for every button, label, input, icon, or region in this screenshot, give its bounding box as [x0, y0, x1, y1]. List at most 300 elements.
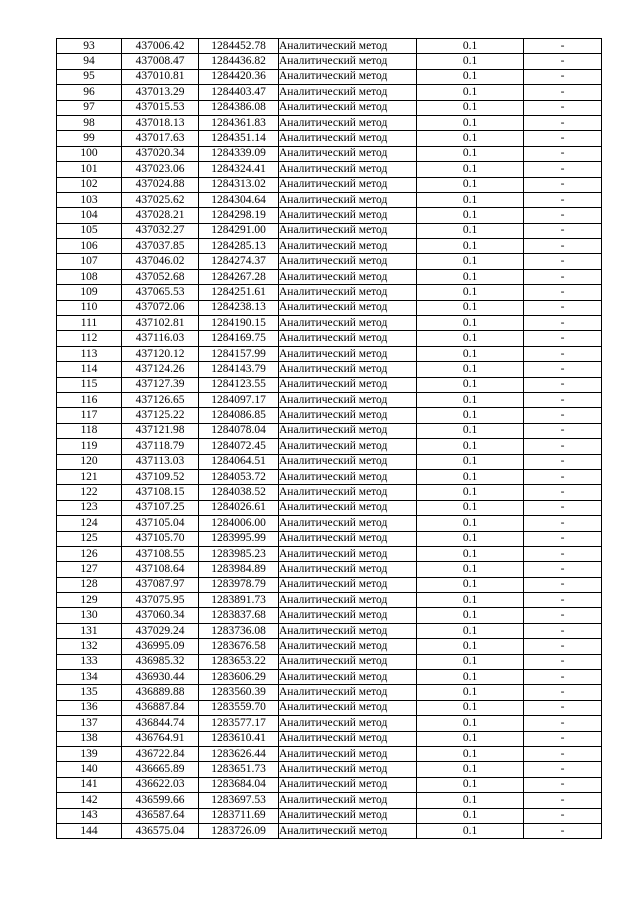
dash-cell: -: [524, 269, 602, 284]
method-cell: Аналитический метод: [279, 777, 417, 792]
accuracy-cell: 0.1: [417, 716, 524, 731]
dash-cell: -: [524, 239, 602, 254]
y-coordinate-cell: 1284386.08: [199, 100, 279, 115]
accuracy-cell: 0.1: [417, 823, 524, 838]
x-coordinate-cell: 436930.44: [122, 670, 199, 685]
point-number-cell: 94: [57, 54, 122, 69]
point-number-cell: 142: [57, 793, 122, 808]
method-cell: Аналитический метод: [279, 793, 417, 808]
y-coordinate-cell: 1283736.08: [199, 623, 279, 638]
accuracy-cell: 0.1: [417, 685, 524, 700]
table-row: [57, 639, 602, 654]
table-row: [57, 54, 602, 69]
method-cell: Аналитический метод: [279, 639, 417, 654]
x-coordinate-cell: 437118.79: [122, 439, 199, 454]
point-number-cell: 95: [57, 69, 122, 84]
dash-cell: -: [524, 392, 602, 407]
x-coordinate-cell: 437010.81: [122, 69, 199, 84]
x-coordinate-cell: 436587.64: [122, 808, 199, 823]
accuracy-cell: 0.1: [417, 269, 524, 284]
dash-cell: -: [524, 823, 602, 838]
x-coordinate-cell: 437105.04: [122, 516, 199, 531]
point-number-cell: 115: [57, 377, 122, 392]
y-coordinate-cell: 1284436.82: [199, 54, 279, 69]
dash-cell: -: [524, 408, 602, 423]
point-number-cell: 102: [57, 177, 122, 192]
dash-cell: -: [524, 685, 602, 700]
method-cell: Аналитический метод: [279, 700, 417, 715]
y-coordinate-cell: 1284339.09: [199, 146, 279, 161]
accuracy-cell: 0.1: [417, 239, 524, 254]
point-number-cell: 143: [57, 808, 122, 823]
point-number-cell: 111: [57, 316, 122, 331]
table-row: [57, 439, 602, 454]
table-row: [57, 746, 602, 761]
y-coordinate-cell: 1284086.85: [199, 408, 279, 423]
y-coordinate-cell: 1284169.75: [199, 331, 279, 346]
point-number-cell: 132: [57, 639, 122, 654]
table-row: [57, 623, 602, 638]
y-coordinate-cell: 1284351.14: [199, 131, 279, 146]
dash-cell: -: [524, 177, 602, 192]
y-coordinate-cell: 1284274.37: [199, 254, 279, 269]
point-number-cell: 124: [57, 516, 122, 531]
method-cell: Аналитический метод: [279, 808, 417, 823]
y-coordinate-cell: 1284238.13: [199, 300, 279, 315]
x-coordinate-cell: 437025.62: [122, 192, 199, 207]
method-cell: Аналитический метод: [279, 146, 417, 161]
point-number-cell: 144: [57, 823, 122, 838]
point-number-cell: 103: [57, 192, 122, 207]
table-row: [57, 239, 602, 254]
x-coordinate-cell: 436722.84: [122, 746, 199, 761]
point-number-cell: 121: [57, 469, 122, 484]
accuracy-cell: 0.1: [417, 608, 524, 623]
dash-cell: -: [524, 577, 602, 592]
dash-cell: -: [524, 162, 602, 177]
dash-cell: -: [524, 485, 602, 500]
accuracy-cell: 0.1: [417, 300, 524, 315]
method-cell: Аналитический метод: [279, 115, 417, 130]
y-coordinate-cell: 1284361.83: [199, 115, 279, 130]
y-coordinate-cell: 1284190.15: [199, 316, 279, 331]
dash-cell: -: [524, 777, 602, 792]
table-row: [57, 100, 602, 115]
y-coordinate-cell: 1284285.13: [199, 239, 279, 254]
table-row: [57, 469, 602, 484]
accuracy-cell: 0.1: [417, 439, 524, 454]
x-coordinate-cell: 437008.47: [122, 54, 199, 69]
x-coordinate-cell: 436599.66: [122, 793, 199, 808]
dash-cell: -: [524, 700, 602, 715]
y-coordinate-cell: 1283891.73: [199, 593, 279, 608]
dash-cell: -: [524, 793, 602, 808]
x-coordinate-cell: 437075.95: [122, 593, 199, 608]
x-coordinate-cell: 437072.06: [122, 300, 199, 315]
accuracy-cell: 0.1: [417, 69, 524, 84]
table-row: [57, 762, 602, 777]
x-coordinate-cell: 437029.24: [122, 623, 199, 638]
y-coordinate-cell: 1283697.53: [199, 793, 279, 808]
method-cell: Аналитический метод: [279, 623, 417, 638]
table-row: [57, 562, 602, 577]
method-cell: Аналитический метод: [279, 192, 417, 207]
accuracy-cell: 0.1: [417, 39, 524, 54]
y-coordinate-cell: 1284078.04: [199, 423, 279, 438]
accuracy-cell: 0.1: [417, 392, 524, 407]
accuracy-cell: 0.1: [417, 254, 524, 269]
dash-cell: -: [524, 731, 602, 746]
accuracy-cell: 0.1: [417, 777, 524, 792]
accuracy-cell: 0.1: [417, 639, 524, 654]
dash-cell: -: [524, 454, 602, 469]
point-number-cell: 98: [57, 115, 122, 130]
y-coordinate-cell: 1283651.73: [199, 762, 279, 777]
method-cell: Аналитический метод: [279, 69, 417, 84]
point-number-cell: 140: [57, 762, 122, 777]
dash-cell: -: [524, 300, 602, 315]
method-cell: Аналитический метод: [279, 131, 417, 146]
accuracy-cell: 0.1: [417, 362, 524, 377]
x-coordinate-cell: 437105.70: [122, 531, 199, 546]
method-cell: Аналитический метод: [279, 485, 417, 500]
x-coordinate-cell: 436622.03: [122, 777, 199, 792]
point-number-cell: 107: [57, 254, 122, 269]
accuracy-cell: 0.1: [417, 115, 524, 130]
point-number-cell: 112: [57, 331, 122, 346]
table-row: [57, 223, 602, 238]
accuracy-cell: 0.1: [417, 423, 524, 438]
y-coordinate-cell: 1284143.79: [199, 362, 279, 377]
x-coordinate-cell: 437017.63: [122, 131, 199, 146]
method-cell: Аналитический метод: [279, 316, 417, 331]
table-row: [57, 331, 602, 346]
y-coordinate-cell: 1284053.72: [199, 469, 279, 484]
point-number-cell: 138: [57, 731, 122, 746]
y-coordinate-cell: 1283726.09: [199, 823, 279, 838]
point-number-cell: 99: [57, 131, 122, 146]
table-row: [57, 670, 602, 685]
dash-cell: -: [524, 608, 602, 623]
table-row: [57, 346, 602, 361]
x-coordinate-cell: 437116.03: [122, 331, 199, 346]
method-cell: Аналитический метод: [279, 162, 417, 177]
x-coordinate-cell: 437028.21: [122, 208, 199, 223]
point-number-cell: 123: [57, 500, 122, 515]
x-coordinate-cell: 437052.68: [122, 269, 199, 284]
dash-cell: -: [524, 423, 602, 438]
y-coordinate-cell: 1284097.17: [199, 392, 279, 407]
point-number-cell: 122: [57, 485, 122, 500]
dash-cell: -: [524, 316, 602, 331]
accuracy-cell: 0.1: [417, 469, 524, 484]
method-cell: Аналитический метод: [279, 39, 417, 54]
point-number-cell: 93: [57, 39, 122, 54]
method-cell: Аналитический метод: [279, 469, 417, 484]
accuracy-cell: 0.1: [417, 377, 524, 392]
accuracy-cell: 0.1: [417, 654, 524, 669]
table-row: [57, 700, 602, 715]
dash-cell: -: [524, 593, 602, 608]
method-cell: Аналитический метод: [279, 562, 417, 577]
table-row: [57, 546, 602, 561]
x-coordinate-cell: 437024.88: [122, 177, 199, 192]
accuracy-cell: 0.1: [417, 54, 524, 69]
point-number-cell: 131: [57, 623, 122, 638]
accuracy-cell: 0.1: [417, 670, 524, 685]
table-row: [57, 285, 602, 300]
x-coordinate-cell: 437127.39: [122, 377, 199, 392]
method-cell: Аналитический метод: [279, 269, 417, 284]
dash-cell: -: [524, 469, 602, 484]
dash-cell: -: [524, 531, 602, 546]
dash-cell: -: [524, 808, 602, 823]
dash-cell: -: [524, 670, 602, 685]
x-coordinate-cell: 437108.64: [122, 562, 199, 577]
table-row: [57, 115, 602, 130]
method-cell: Аналитический метод: [279, 654, 417, 669]
x-coordinate-cell: 437018.13: [122, 115, 199, 130]
y-coordinate-cell: 1283577.17: [199, 716, 279, 731]
accuracy-cell: 0.1: [417, 208, 524, 223]
table-row: [57, 377, 602, 392]
dash-cell: -: [524, 331, 602, 346]
dash-cell: -: [524, 54, 602, 69]
accuracy-cell: 0.1: [417, 593, 524, 608]
table-row: [57, 454, 602, 469]
method-cell: Аналитический метод: [279, 300, 417, 315]
x-coordinate-cell: 437037.85: [122, 239, 199, 254]
dash-cell: -: [524, 439, 602, 454]
method-cell: Аналитический метод: [279, 85, 417, 100]
dash-cell: -: [524, 254, 602, 269]
table-row: [57, 823, 602, 838]
point-number-cell: 97: [57, 100, 122, 115]
dash-cell: -: [524, 346, 602, 361]
table-row: [57, 131, 602, 146]
dash-cell: -: [524, 69, 602, 84]
method-cell: Аналитический метод: [279, 408, 417, 423]
dash-cell: -: [524, 762, 602, 777]
accuracy-cell: 0.1: [417, 331, 524, 346]
x-coordinate-cell: 436985.32: [122, 654, 199, 669]
dash-cell: -: [524, 516, 602, 531]
y-coordinate-cell: 1284072.45: [199, 439, 279, 454]
accuracy-cell: 0.1: [417, 162, 524, 177]
point-number-cell: 119: [57, 439, 122, 454]
point-number-cell: 114: [57, 362, 122, 377]
x-coordinate-cell: 437109.52: [122, 469, 199, 484]
point-number-cell: 120: [57, 454, 122, 469]
y-coordinate-cell: 1284006.00: [199, 516, 279, 531]
table-row: [57, 162, 602, 177]
point-number-cell: 104: [57, 208, 122, 223]
dash-cell: -: [524, 39, 602, 54]
x-coordinate-cell: 437120.12: [122, 346, 199, 361]
x-coordinate-cell: 437102.81: [122, 316, 199, 331]
table-row: [57, 593, 602, 608]
y-coordinate-cell: 1283610.41: [199, 731, 279, 746]
method-cell: Аналитический метод: [279, 454, 417, 469]
method-cell: Аналитический метод: [279, 823, 417, 838]
method-cell: Аналитический метод: [279, 208, 417, 223]
table-row: [57, 316, 602, 331]
method-cell: Аналитический метод: [279, 331, 417, 346]
method-cell: Аналитический метод: [279, 423, 417, 438]
method-cell: Аналитический метод: [279, 762, 417, 777]
accuracy-cell: 0.1: [417, 623, 524, 638]
table-row: [57, 254, 602, 269]
x-coordinate-cell: 437065.53: [122, 285, 199, 300]
table-row: [57, 731, 602, 746]
point-number-cell: 96: [57, 85, 122, 100]
y-coordinate-cell: 1284038.52: [199, 485, 279, 500]
point-number-cell: 118: [57, 423, 122, 438]
table-row: [57, 146, 602, 161]
table-row: [57, 485, 602, 500]
dash-cell: -: [524, 208, 602, 223]
x-coordinate-cell: 437125.22: [122, 408, 199, 423]
method-cell: Аналитический метод: [279, 546, 417, 561]
table-row: [57, 516, 602, 531]
y-coordinate-cell: 1284420.36: [199, 69, 279, 84]
dash-cell: -: [524, 192, 602, 207]
x-coordinate-cell: 436889.88: [122, 685, 199, 700]
dash-cell: -: [524, 546, 602, 561]
table-row: [57, 192, 602, 207]
table-row: [57, 685, 602, 700]
method-cell: Аналитический метод: [279, 239, 417, 254]
accuracy-cell: 0.1: [417, 285, 524, 300]
point-number-cell: 106: [57, 239, 122, 254]
method-cell: Аналитический метод: [279, 685, 417, 700]
method-cell: Аналитический метод: [279, 439, 417, 454]
dash-cell: -: [524, 639, 602, 654]
y-coordinate-cell: 1284313.02: [199, 177, 279, 192]
dash-cell: -: [524, 131, 602, 146]
table-row: [57, 362, 602, 377]
method-cell: Аналитический метод: [279, 177, 417, 192]
x-coordinate-cell: 436575.04: [122, 823, 199, 838]
accuracy-cell: 0.1: [417, 131, 524, 146]
y-coordinate-cell: 1284452.78: [199, 39, 279, 54]
y-coordinate-cell: 1283560.39: [199, 685, 279, 700]
y-coordinate-cell: 1283978.79: [199, 577, 279, 592]
table-row: [57, 577, 602, 592]
x-coordinate-cell: 436665.89: [122, 762, 199, 777]
point-number-cell: 100: [57, 146, 122, 161]
accuracy-cell: 0.1: [417, 408, 524, 423]
y-coordinate-cell: 1284403.47: [199, 85, 279, 100]
table-row: [57, 39, 602, 54]
x-coordinate-cell: 437108.15: [122, 485, 199, 500]
table-row: [57, 793, 602, 808]
method-cell: Аналитический метод: [279, 716, 417, 731]
method-cell: Аналитический метод: [279, 346, 417, 361]
dash-cell: -: [524, 146, 602, 161]
x-coordinate-cell: 436995.09: [122, 639, 199, 654]
accuracy-cell: 0.1: [417, 500, 524, 515]
y-coordinate-cell: 1283711.69: [199, 808, 279, 823]
method-cell: Аналитический метод: [279, 100, 417, 115]
x-coordinate-cell: 437113.03: [122, 454, 199, 469]
method-cell: Аналитический метод: [279, 531, 417, 546]
point-number-cell: 137: [57, 716, 122, 731]
dash-cell: -: [524, 623, 602, 638]
y-coordinate-cell: 1283606.29: [199, 670, 279, 685]
y-coordinate-cell: 1283676.58: [199, 639, 279, 654]
dash-cell: -: [524, 746, 602, 761]
method-cell: Аналитический метод: [279, 577, 417, 592]
accuracy-cell: 0.1: [417, 85, 524, 100]
point-number-cell: 134: [57, 670, 122, 685]
method-cell: Аналитический метод: [279, 500, 417, 515]
dash-cell: -: [524, 500, 602, 515]
table-row: [57, 423, 602, 438]
table-row: [57, 69, 602, 84]
y-coordinate-cell: 1284123.55: [199, 377, 279, 392]
y-coordinate-cell: 1283995.99: [199, 531, 279, 546]
x-coordinate-cell: 437108.55: [122, 546, 199, 561]
point-number-cell: 128: [57, 577, 122, 592]
y-coordinate-cell: 1284304.64: [199, 192, 279, 207]
point-number-cell: 110: [57, 300, 122, 315]
y-coordinate-cell: 1283626.44: [199, 746, 279, 761]
method-cell: Аналитический метод: [279, 254, 417, 269]
accuracy-cell: 0.1: [417, 485, 524, 500]
table-row: [57, 300, 602, 315]
accuracy-cell: 0.1: [417, 793, 524, 808]
point-number-cell: 135: [57, 685, 122, 700]
coordinates-table: [56, 38, 602, 839]
point-number-cell: 108: [57, 269, 122, 284]
accuracy-cell: 0.1: [417, 808, 524, 823]
x-coordinate-cell: 437046.02: [122, 254, 199, 269]
x-coordinate-cell: 437032.27: [122, 223, 199, 238]
y-coordinate-cell: 1283653.22: [199, 654, 279, 669]
method-cell: Аналитический метод: [279, 593, 417, 608]
table-body: [57, 39, 602, 839]
method-cell: Аналитический метод: [279, 223, 417, 238]
y-coordinate-cell: 1284324.41: [199, 162, 279, 177]
table-row: [57, 177, 602, 192]
accuracy-cell: 0.1: [417, 316, 524, 331]
x-coordinate-cell: 436764.91: [122, 731, 199, 746]
table-row: [57, 408, 602, 423]
table-row: [57, 208, 602, 223]
x-coordinate-cell: 437013.29: [122, 85, 199, 100]
y-coordinate-cell: 1284157.99: [199, 346, 279, 361]
point-number-cell: 126: [57, 546, 122, 561]
accuracy-cell: 0.1: [417, 223, 524, 238]
accuracy-cell: 0.1: [417, 731, 524, 746]
y-coordinate-cell: 1284026.61: [199, 500, 279, 515]
point-number-cell: 141: [57, 777, 122, 792]
method-cell: Аналитический метод: [279, 746, 417, 761]
point-number-cell: 129: [57, 593, 122, 608]
dash-cell: -: [524, 562, 602, 577]
dash-cell: -: [524, 100, 602, 115]
y-coordinate-cell: 1283985.23: [199, 546, 279, 561]
y-coordinate-cell: 1283559.70: [199, 700, 279, 715]
method-cell: Аналитический метод: [279, 54, 417, 69]
y-coordinate-cell: 1284291.00: [199, 223, 279, 238]
table-row: [57, 777, 602, 792]
x-coordinate-cell: 437107.25: [122, 500, 199, 515]
point-number-cell: 133: [57, 654, 122, 669]
dash-cell: -: [524, 115, 602, 130]
dash-cell: -: [524, 362, 602, 377]
